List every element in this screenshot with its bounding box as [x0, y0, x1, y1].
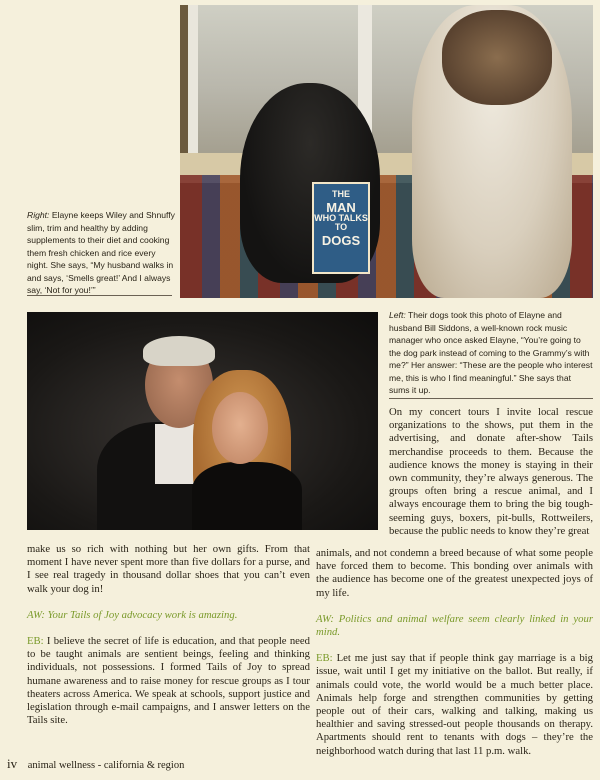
- caption-divider: [27, 295, 172, 296]
- answer-text: Let me just say that if people think gay marriage is a big issue, wait until I get my initiative on the ballot. But really, if animals could vote, the world would be a much better place. Animals help forge and strengthen communities by getting people out of their cars, walking and talking, making us healthier and saving stressed-out people thousands on therapy. Apartments should rent to tenants with dogs – they’re the neighborhood watch during that last 11 p.m. walk.: [316, 652, 593, 757]
- book-title-line: WHO TALKS: [314, 213, 368, 223]
- paragraph: On my concert tours I invite local rescue organizations to the shows, put them in the advertising, and donate after-show Tails merchandise proceeds to them. Because the audience knows the money is staying in their own community, they’re always generous. The groups often bring a rescue animal, and I always encourage them to bring the big tough-seeming guys, boxers, pit-bulls, Rottweilers, because the public needs to know they’re great: [389, 406, 593, 537]
- page-number: iv: [7, 756, 18, 771]
- speaker-initials: EB:: [27, 635, 44, 648]
- man-hair: [143, 336, 215, 366]
- paragraph: make us so rich with nothing but her own gifts. From that moment I have never spent more than five dollars for a purse, and I see real tragedy in thousand dollar shoes that you can’t even walk your dog in!: [27, 543, 310, 595]
- photo-couple: [27, 312, 378, 530]
- caption-label: Left:: [389, 310, 406, 320]
- paragraph: animals, and not condemn a breed because of what some people have forced them to become. This bonding over animals with the audience has become one of the greatest unexpected joys of my life.: [316, 547, 593, 599]
- interview-answer: [316, 652, 593, 758]
- woman-body: [192, 462, 302, 530]
- article-column-left: [27, 543, 310, 727]
- article-column-right-top: [389, 406, 593, 538]
- interview-question: AW: Politics and animal welfare seem clearly linked in your mind.: [316, 612, 593, 639]
- woman-face: [212, 392, 268, 464]
- caption-left-photo: [389, 309, 593, 397]
- interview-answer: [27, 635, 310, 727]
- book-title-line: TO: [334, 222, 348, 232]
- speaker-initials: EB:: [316, 652, 333, 665]
- book-cover: [312, 182, 370, 274]
- caption-divider: [389, 398, 593, 399]
- interview-question: AW: Your Tails of Joy advocacy work is amazing.: [27, 608, 238, 621]
- book-title-line: MAN: [326, 200, 356, 215]
- photo-dogs: [180, 5, 593, 298]
- article-column-right: [316, 547, 593, 758]
- book-title-line: THE: [332, 189, 350, 199]
- caption-label: Right:: [27, 210, 50, 220]
- answer-text: I believe the secret of life is education, and that people need to be taught animals are sentient beings, feeling and thinking individuals, not possessions. I formed Tails of Joy to spread humane awareness and to raise money for rescue groups as I tour theaters across America. We speak at schools, support justice and legislation through e-mail campaigns, and I answer letters on the Tails site.: [27, 635, 310, 727]
- caption-text: Their dogs took this photo of Elayne and husband Bill Siddons, a well-known rock music manager who once asked Elayne, “You’re going to the dog park instead of coming to the Grammy’s with me?” Her answer: “These are the people who interest me, this is who I find meaningful.” She says that sums it up.: [389, 310, 593, 395]
- boxer-head: [442, 10, 552, 105]
- caption-right-photo: [27, 209, 175, 297]
- page-footer: [7, 756, 307, 772]
- caption-text: Elayne keeps Wiley and Shnuffy slim, trim and healthy by adding supplements to their diet and cooking them fresh chicken and rice every night. She says, “My husband walks in and says, ‘Smells great!’ And I always say, ‘Not for you!’”: [27, 210, 175, 295]
- book-title-line: DOGS: [321, 233, 361, 248]
- publication-name: animal wellness - california & region: [27, 760, 185, 771]
